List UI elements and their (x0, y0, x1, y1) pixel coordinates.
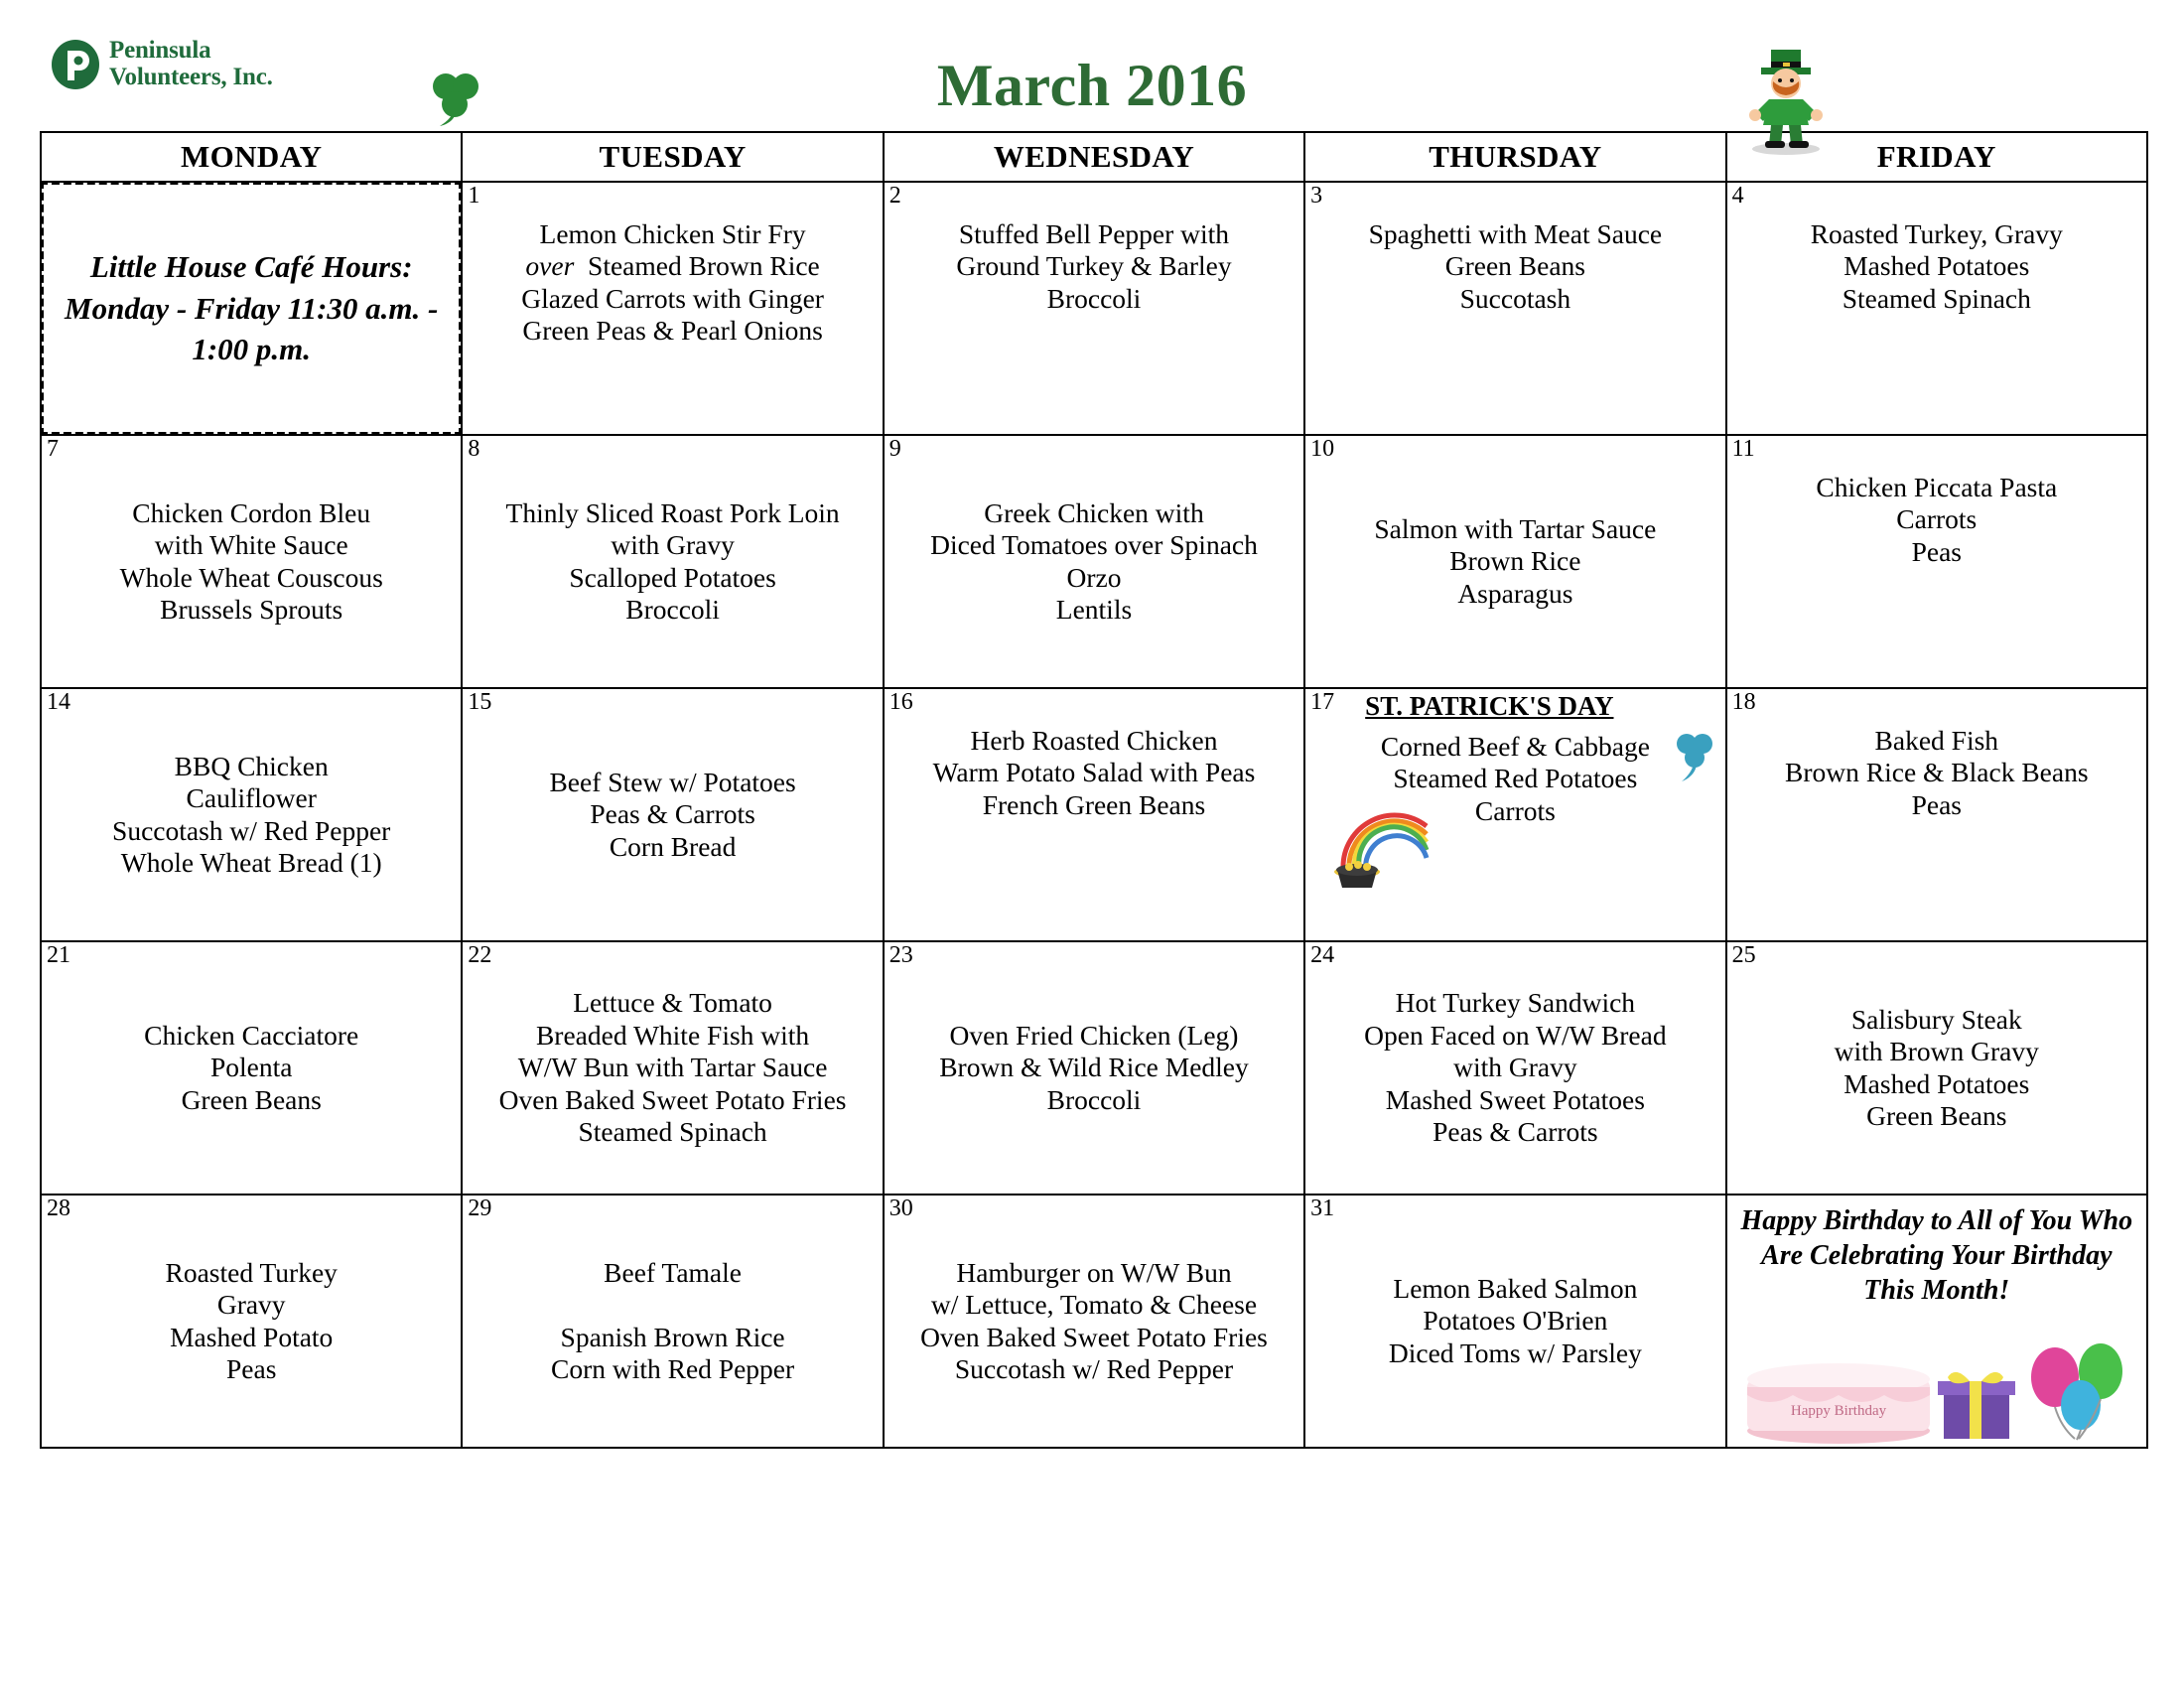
cafe-hours-line1: Little House Café Hours: (89, 248, 413, 284)
calendar-day-11[interactable] (1726, 435, 2147, 688)
menu-line: Salisbury Steak (1850, 1003, 2022, 1035)
menu-line: with Gravy (1453, 1052, 1577, 1083)
menu-line: Green Beans (181, 1083, 322, 1115)
day-number: 16 (888, 689, 913, 715)
menu-items (1727, 942, 2146, 1194)
pot-of-gold-rainbow-icon (1323, 796, 1433, 891)
cafe-hours-text (44, 246, 459, 371)
menu-line: Chicken Cacciatore (144, 1019, 359, 1051)
menu-line: Hot Turkey Sandwich (1395, 987, 1636, 1019)
menu-items (1305, 942, 1724, 1194)
menu-items (1305, 436, 1724, 687)
menu-line: Mashed Potatoes (1843, 1067, 2030, 1099)
menu-line: Steamed Spinach (1842, 282, 2031, 314)
day-number: 14 (47, 689, 70, 715)
menu-line: with Brown Gravy (1834, 1036, 2039, 1067)
menu-line: Beef Tamale (604, 1256, 742, 1288)
menu-line: Glazed Carrots with Ginger (521, 282, 824, 314)
day-number: 8 (468, 436, 480, 462)
menu-items (42, 942, 461, 1194)
menu-line: Whole Wheat Bread (1) (120, 846, 382, 878)
day-number: 28 (47, 1196, 70, 1221)
calendar-day-29[interactable] (462, 1195, 883, 1448)
day-number: 3 (1310, 183, 1323, 209)
weekday-header-thursday: THURSDAY (1304, 132, 1725, 182)
calendar-day-14[interactable] (41, 688, 462, 941)
calendar-day-3[interactable] (1304, 182, 1725, 435)
calendar-day-10[interactable] (1304, 435, 1725, 688)
calendar-day-30[interactable] (884, 1195, 1304, 1448)
calendar-day-18[interactable] (1726, 688, 2147, 941)
menu-line: with Gravy (611, 529, 735, 561)
menu-line: Steamed Red Potatoes (1393, 763, 1638, 794)
cafe-hours-line2: Monday - Friday (65, 290, 281, 326)
weekday-header-monday: MONDAY (41, 132, 462, 182)
day-number: 1 (468, 183, 480, 209)
menu-line: Lentils (1055, 593, 1133, 625)
day-number: 7 (47, 436, 59, 462)
day-number: 21 (47, 942, 70, 968)
calendar-day-23[interactable] (884, 941, 1304, 1195)
calendar-day-24[interactable] (1304, 941, 1725, 1195)
menu-items (42, 436, 461, 687)
menu-items (1305, 183, 1724, 434)
menu-line: W/W Bun with Tartar Sauce (517, 1052, 828, 1083)
menu-line: Carrots (1474, 794, 1556, 826)
menu-line: over Steamed Brown Rice (525, 250, 820, 282)
menu-line: Orzo (1066, 561, 1122, 593)
menu-line: Open Faced on W/W Bread (1364, 1019, 1667, 1051)
menu-line: Brown & Wild Rice Medley (939, 1052, 1249, 1083)
calendar-day-28[interactable] (41, 1195, 462, 1448)
menu-line: Brown Rice & Black Beans (1785, 757, 2089, 788)
organization-name-line2: Volunteers, Inc. (109, 63, 273, 90)
menu-line: Gravy (216, 1289, 286, 1321)
calendar-day-17[interactable] (1304, 688, 1725, 941)
calendar-day-2[interactable] (884, 182, 1304, 435)
day-number: 30 (888, 1196, 913, 1221)
page-header (40, 20, 2144, 131)
calendar-day-9[interactable] (884, 435, 1304, 688)
menu-line: Corn Bread (609, 830, 737, 862)
menu-line: Greek Chicken with (984, 496, 1204, 528)
menu-items (1305, 1196, 1724, 1447)
menu-items (1727, 436, 2146, 687)
menu-items (885, 436, 1303, 687)
calendar-day-15[interactable] (462, 688, 883, 941)
menu-line: Roasted Turkey, Gravy (1810, 218, 2063, 249)
menu-line (469, 1289, 876, 1321)
birthday-message (1727, 1196, 2146, 1308)
menu-line: Mashed Potato (170, 1321, 334, 1352)
menu-line: Steamed Spinach (578, 1116, 767, 1148)
menu-line: Brown Rice (1449, 545, 1581, 577)
menu-line: w/ Lettuce, Tomato & Cheese (930, 1289, 1258, 1321)
menu-line: Thinly Sliced Roast Pork Loin (505, 496, 840, 528)
day-number: 24 (1310, 942, 1335, 968)
menu-line: Diced Toms w/ Parsley (1388, 1336, 1642, 1368)
menu-line: Lettuce & Tomato (573, 987, 772, 1019)
leprechaun-icon (1733, 38, 1839, 157)
menu-line: with White Sauce (154, 529, 348, 561)
menu-line: Potatoes O'Brien (1423, 1305, 1608, 1336)
day-number: 31 (1310, 1196, 1335, 1221)
menu-line: Oven Baked Sweet Potato Fries (498, 1083, 847, 1115)
menu-line: Broccoli (625, 593, 720, 625)
calendar-week-row (41, 688, 2147, 941)
calendar-day-22[interactable] (462, 941, 883, 1195)
shamrock-icon (1668, 727, 1719, 784)
calendar-week-row (41, 182, 2147, 435)
menu-line: Broccoli (1046, 1083, 1142, 1115)
page-title: March 2016 (936, 53, 1248, 118)
svg-text:Happy Birthday: Happy Birthday (1790, 1403, 1886, 1419)
menu-items (42, 1196, 461, 1447)
menu-line: Corn with Red Pepper (550, 1352, 795, 1384)
menu-line: Salmon with Tartar Sauce (1374, 512, 1657, 544)
birthday-cell (1726, 1195, 2147, 1448)
menu-line: Succotash w/ Red Pepper (112, 814, 391, 846)
calendar-day-7[interactable] (41, 435, 462, 688)
menu-calendar (40, 131, 2148, 1449)
menu-line: Warm Potato Salad with Peas (932, 757, 1256, 788)
calendar-day-31[interactable] (1304, 1195, 1725, 1448)
menu-items (885, 689, 1303, 940)
cafe-hours-line3: 11:30 a.m. - 1:00 p.m. (192, 290, 439, 367)
menu-line: Polenta (209, 1052, 293, 1083)
menu-line: Cauliflower (186, 782, 317, 814)
day-number: 22 (468, 942, 492, 968)
calendar-day-25[interactable] (1726, 941, 2147, 1195)
menu-line: Diced Tomatoes over Spinach (930, 529, 1258, 561)
menu-line: Chicken Cordon Bleu (132, 496, 371, 528)
day-number: 11 (1731, 436, 1755, 462)
menu-items (885, 183, 1303, 434)
menu-line: Succotash w/ Red Pepper (954, 1352, 1234, 1384)
holiday-label: ST. PATRICK'S DAY (1365, 691, 1614, 721)
menu-line: Green Peas & Pearl Onions (522, 315, 823, 347)
menu-line: Hamburger on W/W Bun (956, 1256, 1232, 1288)
calendar-week-row (41, 941, 2147, 1195)
menu-line: Corned Beef & Cabbage (1380, 731, 1650, 762)
menu-line: Broccoli (1046, 282, 1142, 314)
menu-line: Peas (1911, 788, 1962, 820)
menu-line: Peas (225, 1352, 277, 1384)
menu-line: Whole Wheat Couscous (119, 561, 383, 593)
menu-line: Brussels Sprouts (160, 593, 343, 625)
birthday-art (1727, 1336, 2146, 1445)
menu-line: Peas (1911, 535, 1962, 567)
menu-line: Green Beans (1444, 250, 1585, 282)
menu-items (1727, 689, 2146, 940)
menu-line: Lemon Chicken Stir Fry (539, 218, 806, 249)
menu-items (463, 1196, 882, 1447)
menu-items (1727, 183, 2146, 434)
calendar-week-row (41, 435, 2147, 688)
menu-items (885, 942, 1303, 1194)
calendar-day-8[interactable] (462, 435, 883, 688)
menu-line: Asparagus (1457, 577, 1573, 609)
day-number: 2 (888, 183, 901, 209)
menu-items (463, 689, 882, 940)
calendar-day-1[interactable] (462, 182, 883, 435)
day-number: 15 (468, 689, 492, 715)
birthday-line1: Happy Birthday to All of You (1740, 1205, 2073, 1236)
birthday-cake-icon (1747, 1363, 1930, 1444)
menu-line: Breaded White Fish with (535, 1019, 810, 1051)
birthday-line3: Birthday This Month! (1863, 1240, 2113, 1306)
menu-line: Carrots (1896, 503, 1978, 535)
menu-line: Peas & Carrots (590, 798, 755, 830)
gift-box-icon (1938, 1372, 2015, 1439)
menu-line: Oven Baked Sweet Potato Fries (920, 1321, 1268, 1352)
menu-items (463, 436, 882, 687)
menu-items (463, 942, 882, 1194)
day-number: 4 (1731, 183, 1744, 209)
day-number: 10 (1310, 436, 1335, 462)
menu-line: Roasted Turkey (165, 1256, 338, 1288)
day-number: 25 (1731, 942, 1756, 968)
menu-line: Beef Stew w/ Potatoes (549, 766, 796, 797)
day-number: 17 (1310, 689, 1335, 715)
menu-line: Spanish Brown Rice (560, 1321, 785, 1352)
menu-line: BBQ Chicken (174, 750, 329, 781)
day-number: 23 (888, 942, 913, 968)
menu-items (885, 1196, 1303, 1447)
organization-name-line1: Peninsula (109, 37, 211, 64)
calendar-day-4[interactable] (1726, 182, 2147, 435)
menu-line: Oven Fried Chicken (Leg) (949, 1019, 1239, 1051)
menu-line: Scalloped Potatoes (569, 561, 776, 593)
day-number: 29 (468, 1196, 492, 1221)
day-number: 18 (1731, 689, 1756, 715)
balloons-icon (2031, 1343, 2122, 1440)
birthday-line2: Who Are Celebrating Your (1761, 1205, 2133, 1271)
menu-line: Baked Fish (1874, 725, 1999, 756)
menu-line: Chicken Piccata Pasta (1816, 472, 2058, 502)
weekday-header-wednesday: WEDNESDAY (884, 132, 1304, 182)
calendar-day-16[interactable] (884, 688, 1304, 941)
menu-line: Green Beans (1866, 1099, 2007, 1131)
menu-line: Mashed Potatoes (1843, 250, 2030, 282)
weekday-header-friday: FRIDAY (1726, 132, 2147, 182)
menu-line: Ground Turkey & Barley (956, 250, 1232, 282)
menu-line: Mashed Sweet Potatoes (1385, 1083, 1645, 1115)
menu-items (42, 689, 461, 940)
cafe-hours-cell (41, 182, 462, 435)
menu-line: French Green Beans (982, 788, 1206, 820)
calendar-day-21[interactable] (41, 941, 462, 1195)
weekday-header-tuesday: TUESDAY (462, 132, 883, 182)
menu-line: Spaghetti with Meat Sauce (1368, 218, 1663, 249)
menu-items (463, 183, 882, 434)
cafe-hours-dashed-box (40, 181, 463, 436)
menu-line: Succotash (1459, 282, 1571, 314)
menu-line: Lemon Baked Salmon (1393, 1272, 1638, 1304)
day-number: 9 (888, 436, 901, 462)
menu-line: Peas & Carrots (1433, 1116, 1598, 1148)
calendar-week-row (41, 1195, 2147, 1448)
menu-line: Stuffed Bell Pepper with (958, 218, 1230, 249)
menu-line: Herb Roasted Chicken (970, 725, 1218, 756)
